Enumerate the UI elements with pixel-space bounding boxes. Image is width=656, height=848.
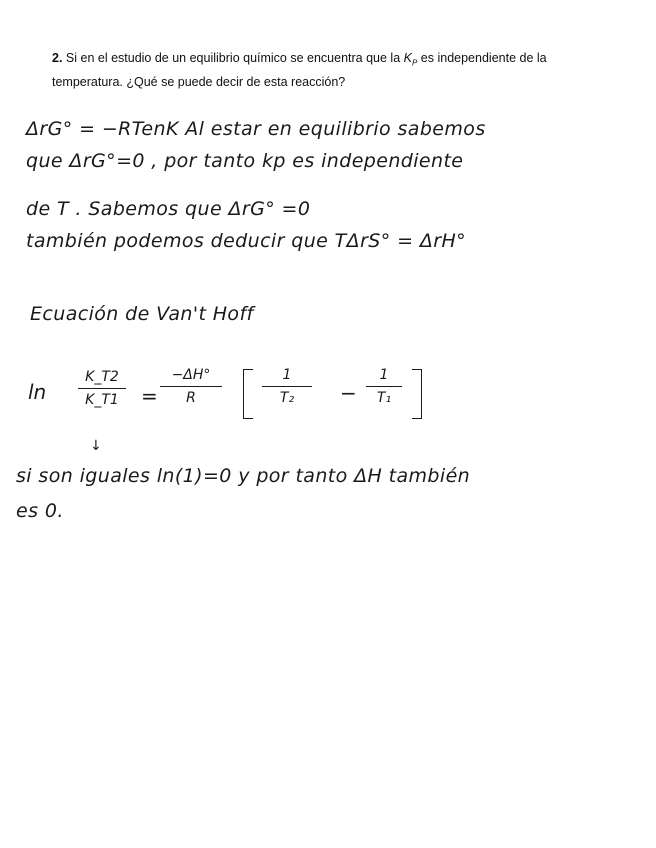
handwritten-line-3: de T . Sabemos que ΔrG° =0: [26, 198, 311, 220]
handwritten-conclusion-line-2: es 0.: [16, 500, 64, 522]
handwritten-line-1: ΔrG° = −RTenK Al estar en equilibrio sabemos: [26, 118, 486, 140]
equation-rhs-fraction: [160, 367, 222, 406]
equation-minus: −: [340, 381, 357, 405]
handwritten-line-4: también podemos deducir que TΔrS° = ΔrH°: [26, 230, 467, 252]
question-number: 2.: [52, 51, 63, 65]
equation-lhs-fraction: [78, 369, 126, 408]
equation-term1-denominator: T₂: [279, 390, 295, 406]
handwritten-conclusion-line-1: si son iguales ln(1)=0 y por tanto ΔH también: [16, 465, 471, 487]
equation-lhs-numerator: K_T2: [85, 369, 119, 385]
down-arrow-icon: ↓: [90, 438, 102, 454]
equation-ln: ln: [28, 380, 47, 404]
equation-lhs-denominator: K_T1: [85, 392, 119, 408]
kp-symbol: [403, 51, 418, 68]
handwritten-line-2: que ΔrG°=0 , por tanto kp es independiente: [26, 150, 464, 172]
equation-equals: =: [141, 384, 158, 408]
question-text-after: es independiente de la temperatura. ¿Qué se puede decir de esta reacción?: [52, 51, 547, 89]
question-text: [52, 49, 612, 91]
question-text-before: Si en el estudio de un equilibrio químico se encuentra que la: [62, 51, 404, 65]
equation-term2-numerator: 1: [379, 367, 389, 383]
equation-term1-numerator: 1: [282, 367, 292, 383]
vant-hoff-equation: [0, 355, 656, 445]
fraction-bar: [366, 386, 402, 387]
fraction-bar: [262, 386, 312, 387]
equation-term1-fraction: [262, 367, 312, 406]
handwritten-heading-vant-hoff: Ecuación de Van't Hoff: [30, 303, 254, 325]
equation-rhs-denominator: R: [186, 390, 196, 406]
kp-letter: K: [403, 51, 412, 65]
right-bracket: [412, 369, 422, 419]
equation-rhs-numerator: −ΔH°: [171, 367, 211, 383]
kp-subscript: P: [411, 58, 418, 68]
left-bracket: [243, 369, 253, 419]
equation-term2-denominator: T₁: [376, 390, 392, 406]
fraction-bar: [78, 388, 126, 389]
equation-term2-fraction: [366, 367, 402, 406]
fraction-bar: [160, 386, 222, 387]
